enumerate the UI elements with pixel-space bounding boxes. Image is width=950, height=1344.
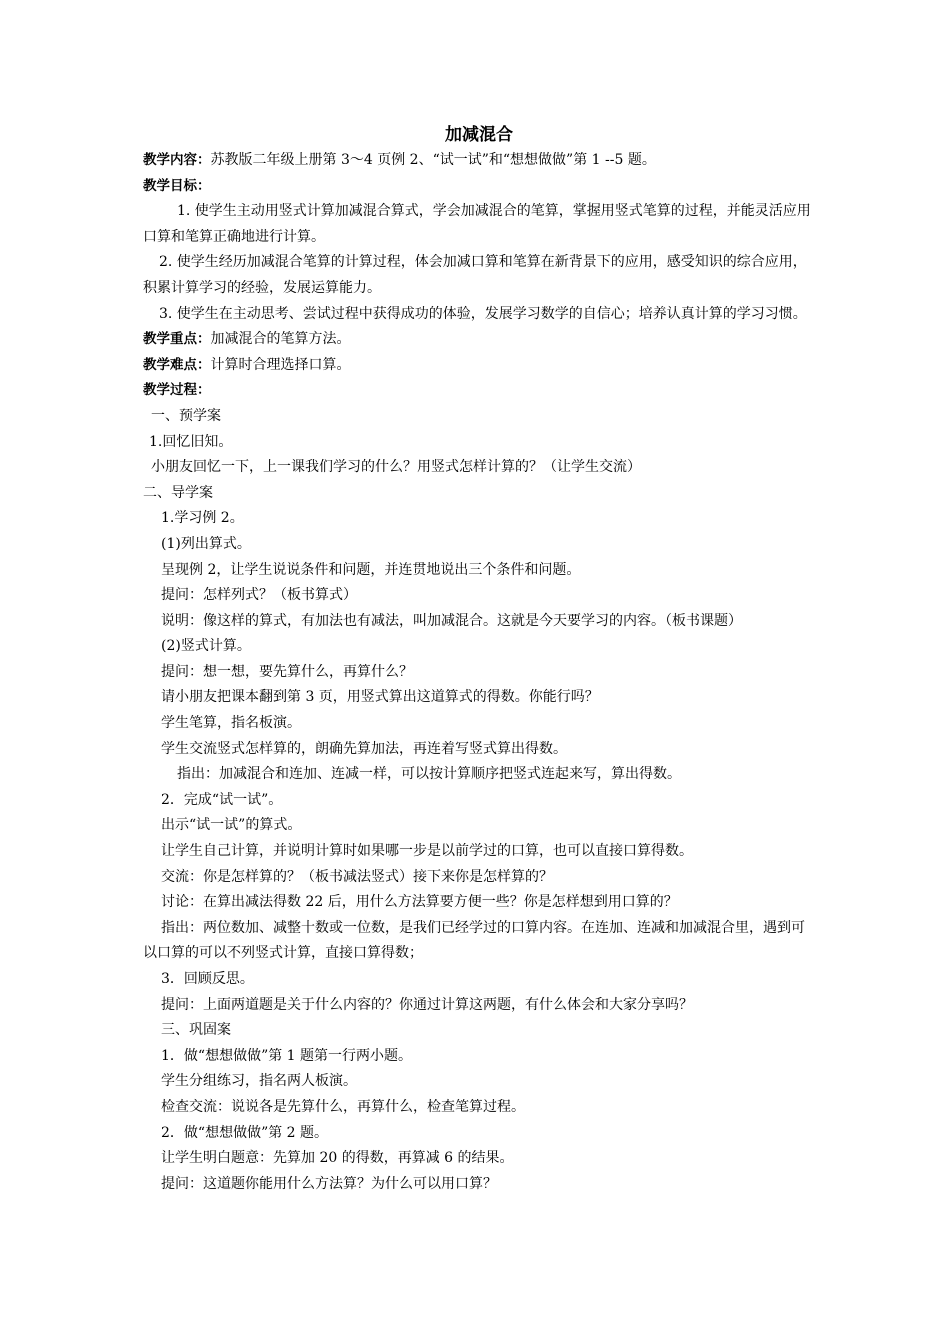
text-line: 出示“试一试”的算式。 [161,817,302,834]
text-line: 说明：像这样的算式，有加法也有减法，叫加减混合。这就是今天要学习的内容。（板书课题） [161,612,742,629]
goal-1: 1. 使学生主动用竖式计算加减混合算式，学会加减混合的笔算，掌握用竖式笔算的过程，并能灵活应用口算和笔算正确地进行计算。 [143,203,811,245]
text-line: 讨论：在算出减法得数 22 后，用什么方法算要方便一些？你是怎样想到用口算的？ [161,894,678,911]
text-line: (1)列出算式。 [161,535,251,552]
text-line: 学生笔算，指名板演。 [161,715,301,732]
text-line: 请小朋友把课本翻到第 3 页，用竖式算出这道算式的得数。你能行吗？ [161,689,599,706]
section-heading: 二、导学案 [143,484,213,501]
teaching-difficulty-row [143,353,815,379]
text-line: 交流：你是怎样算的？（板书减法竖式）接下来你是怎样算的？ [161,868,553,885]
teaching-content-row [143,148,815,174]
teaching-key-text: 加减混合的笔算方法。 [210,331,351,348]
text-line: 让学生明白题意：先算加 20 的得数，再算减 6 的结果。 [161,1150,514,1167]
text-line: 2．完成“试一试”。 [161,791,283,808]
document-page [143,122,815,1197]
teaching-difficulty-label: 教学难点： [143,356,211,373]
text-line: 学生交流竖式怎样算的，朗确先算加法，再连着写竖式算出得数。 [161,740,567,757]
text-line: 让学生自己计算，并说明计算时如果哪一步是以前学过的口算，也可以直接口算得数。 [161,843,693,860]
text-line: 1.学习例 2。 [161,510,244,527]
document-title: 加减混合 [445,125,513,145]
text-line: 小朋友回忆一下，上一课我们学习的什么？用竖式怎样计算的？（让学生交流） [151,459,641,476]
text-line: 学生分组练习，指名两人板演。 [161,1073,357,1090]
text-line: 指出：加减混合和连加、连减一样，可以按计算顺序把竖式连起来写，算出得数。 [177,766,681,783]
teaching-goals-label: 教学目标： [143,177,211,194]
teaching-key-row [143,327,815,353]
text-line: 提问：怎样列式？（板书算式） [161,587,357,604]
text-line: 1．做“想想做做”第 1 题第一行两小题。 [161,1047,413,1064]
text-line: 检查交流：说说各是先算什么，再算什么，检查笔算过程。 [161,1098,525,1115]
teaching-process-label: 教学过程： [143,382,211,399]
teaching-content-text: 苏教版二年级上册第 3～4 页例 2、“试一试”和“想想做做”第 1 --5 题。 [210,152,656,168]
teaching-difficulty-text: 计算时合理选择口算。 [210,356,351,373]
text-line: 提问：想一想，要先算什么，再算什么？ [161,663,413,680]
teaching-goals-row [143,174,815,200]
text-line: 1.回忆旧知。 [149,433,233,450]
teaching-process-row [143,378,815,404]
section-heading: 一、预学案 [151,407,221,424]
text-line: (2)竖式计算。 [161,638,251,655]
text-line: 指出：两位数加、减整十数或一位数，是我们已经学过的口算内容。在连加、连减和加减混合里，遇到可以口算的可以不列竖式计算，直接口算得数； [143,919,805,962]
text-line: 提问：这道题你能用什么方法算？为什么可以用口算？ [161,1175,497,1192]
text-line: 提问：上面两道题是关于什么内容的？你通过计算这两题，有什么体会和大家分享吗？ [161,996,693,1013]
text-line: 3．回顾反思。 [161,971,254,987]
text-line: 2．做“想想做做”第 2 题。 [161,1124,329,1141]
text-line: 呈现例 2，让学生说说条件和问题，并连贯地说出三个条件和问题。 [161,561,581,578]
teaching-key-label: 教学重点： [143,331,211,348]
teaching-content-label: 教学内容： [143,152,211,168]
goal-3: 3. 使学生在主动思考、尝试过程中获得成功的体验，发展学习数学的自信心；培养认真计算的学习习惯。 [159,305,807,322]
section-heading: 三、巩固案 [161,1022,231,1039]
goal-2: 2. 使学生经历加减混合笔算的计算过程，体会加减口算和笔算在新背景下的应用，感受知识的综合应用，积累计算学习的经验，发展运算能力。 [143,254,807,296]
